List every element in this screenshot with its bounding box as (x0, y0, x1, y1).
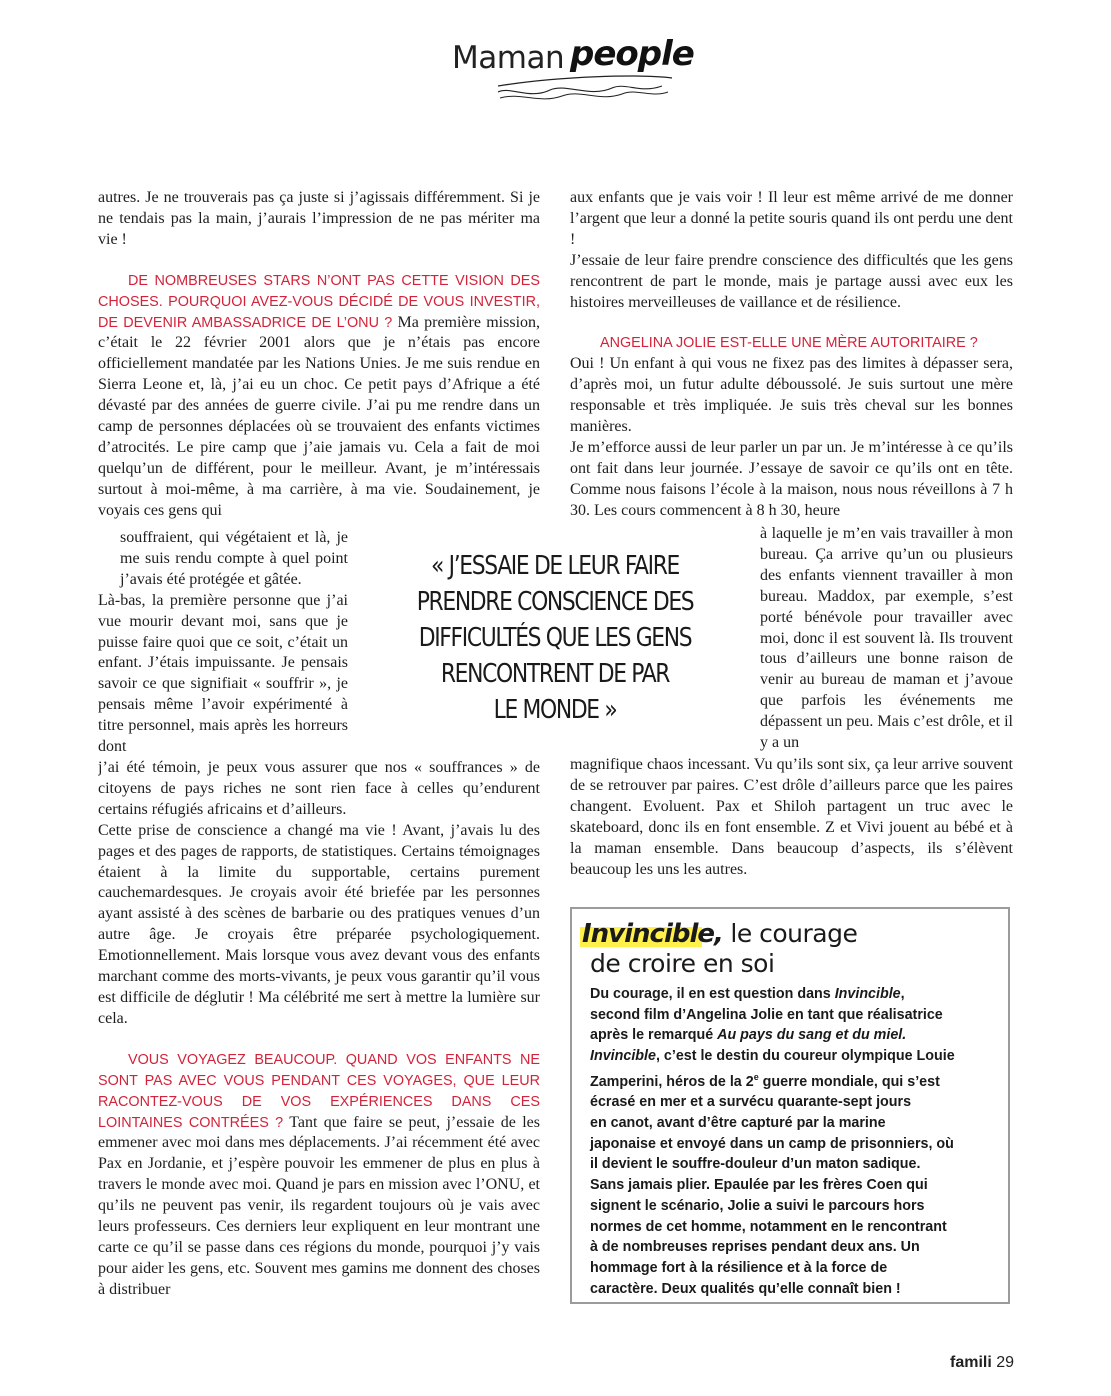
page-folio (950, 1354, 1014, 1372)
question: VOUS VOYAGEZ BEAUCOUP. QUAND VOS ENFANTS NE SONT PAS AVEC VOUS PENDANT CES VOYAGES, QUE LEUR RACONTEZ-VOUS DE VOS EXPÉRIENCES DANS CES LOINTAINES CONTRÉES ? (98, 1051, 540, 1131)
sidebar-box-title (582, 919, 1002, 979)
paragraph: J’essaie de leur faire prendre conscience des difficultés que les gens rencontrent de part le monde, mais je partage aussi avec eux les histoires merveilleuses de vaillance et de résilience. (570, 251, 1013, 311)
right-column-bottom (570, 755, 1013, 885)
paragraph: Oui ! Un enfant à qui vous ne fixez pas des limites à dépasser sera, d’après moi, un futur adulte déboussolé. Je suis surtout une mère responsable et très impliquée. Je suis très cheval sur les bonnes manières. (570, 355, 1013, 436)
left-column-top (98, 188, 540, 528)
question-answer (98, 1050, 540, 1301)
pull-quote (400, 548, 711, 728)
left-column-bottom (98, 758, 540, 1304)
box-title-script: Invincible, (582, 919, 723, 949)
masthead-word: Maman (452, 40, 565, 76)
paragraph: Là-bas, la première personne que j’ai vue mourir devant moi, sans que je puisse faire quoi que ce soit, c’était un enfant. J’étais impuissante. Je pensais savoir ce que signifiait « souffrir », je pensais même l’avoir expérimenté à titre personnel, mais après les horreurs dont (98, 591, 348, 756)
question: ANGELINA JOLIE EST-ELLE UNE MÈRE AUTORITAIRE ? (600, 335, 978, 352)
paragraph: aux enfants que je vais voir ! Il leur est même arrivé de me donner l’argent que leur a donné la petite souris quand ils ont perdu une dent ! (570, 189, 1013, 248)
paragraph: à laquelle je m’en vais travailler à mon bureau. Ça arrive qu’un ou plusieurs des enfants viennent travailler à mon bureau. Maddox, par exemple, s’est porté bénévole pour travailler avec moi, donc il est souvent là. Ils trouvent tous d’ailleurs une bonne raison de venir au bureau de maman et j’avoue que parfois les événements me dépassent un peu. Mais c’est drôle, et il y a un (760, 525, 1013, 752)
box-title-rest: le courage (722, 919, 858, 948)
question: DE NOMBREUSES STARS N’ONT PAS CETTE VISION DES CHOSES. POURQUOI AVEZ-VOUS DÉCIDÉ DE VOUS INVESTIR, DE DEVENIR AMBASSADRICE DE L’ONU ? (98, 272, 540, 331)
section-masthead (440, 28, 694, 106)
paragraph: souffraient, qui végétaient et là, je me suis rendu compte à quel point j’avais été protégée et gâtée. (120, 529, 348, 588)
left-column-wrap (98, 528, 348, 758)
box-title-line2: de croire en soi (590, 949, 775, 978)
masthead-script: people (570, 34, 694, 74)
page-number: 29 (996, 1354, 1015, 1371)
paragraph: magnifique chaos incessant. Vu qu’ils sont six, ça leur arrive souvent de se retrouver par paires. C’est drôle d’ailleurs parce que les paires changent. Evoluent. Pax et Shiloh partagent un truc avec le skateboard, donc ils en font ensemble. Z et Vivi jouent au bébé et à la maman ensemble. Dans beaucoup d’aspects, ils s’élèvent beaucoup les uns les autres. (570, 756, 1013, 878)
paragraph: j’ai été témoin, je peux vous assurer que nos « souffrances » de citoyens de pays riches ne sont rien face à celles qu’endurent certains réfugiés africains et d’ailleurs. (98, 759, 540, 818)
paragraph: autres. Je ne trouverais pas ça juste si j’agissais différemment. Si je ne tendais pas la main, j’aurais l’impression de ne pas mériter ma vie ! (98, 189, 540, 248)
pull-quote-line: LE MONDE » (493, 695, 617, 725)
question-answer (98, 271, 540, 522)
pull-quote-line: DIFFICULTÉS QUE LES GENS (418, 623, 692, 653)
pull-quote-line: « J’ESSAIE DE LEUR FAIRE (430, 551, 680, 581)
pull-quote-line: PRENDRE CONSCIENCE DES (416, 587, 694, 617)
answer: Tant que faire se peut, j’essaie de les emmener avec moi dans mes déplacements. J’ai récemment été avec Pax en Jordanie, et j’espère pouvoir les emmener de plus en plus à travers le monde avec moi. Quand je pars en mission avec l’ONU, et qu’ils ne peuvent pas venir, ils regardent toujours où je vais avec leurs professeurs. Ces derniers leur expliquent en leur montrant une carte ce qu’il se passe dans ces régions du monde, pourquoi j’y vais pour aider les gens, etc. Souvent mes gamins me donnent des choses à distribuer (98, 1113, 540, 1298)
magazine-name: famili (950, 1354, 992, 1371)
right-column-top (570, 188, 1013, 524)
answer: Ma première mission, c’était le 22 février 2001 alors que je n’étais pas encore officiellement mandatée par les Nations Unies. Je me suis rendue en Sierra Leone et, là, j’ai eu un choc. Ce petit pays d’Afrique a été dévasté par des années de guerre civile. J’ai pu me rendre dans un camp de personnes déplacées où se trouvaient des enfants victimes d’atrocités. Le pire camp que j’aie jamais vu. Cela a fait de moi quelqu’un de différent, pour le meilleur. Avant, je m’intéressais surtout à moi-même, à ma carrière, à ma vie. Soudainement, je voyais ces gens qui (98, 313, 540, 519)
sidebar-box-body: Du courage, il en est question dans Invincible, second film d’Angelina Jolie en tant que réalisatrice après le remarqué Au pays du sang et du miel. Invincible, c’est le destin du coureur olympique Louie Zamperini, héros de la 2e guerre mondiale, qui s’est écrasé en mer et a survécu quarante-sept jours en canot, avant d’être capturé par la marine japonaise et envoyé dans un camp de prisonniers, où il devient le souffre-douleur d’un maton sadique. Sans jamais plier. Epaulée par les frères Coen qui signent le scénario, Jolie a suivi le parcours hors normes de cet homme, notamment en le rencontrant à de nombreuses reprises pendant deux ans. Un hommage fort à la résilience et à la force de caractère. Deux qualités qu’elle connaît bien ! (590, 986, 955, 1297)
paragraph: Je m’efforce aussi de leur parler un par un. Je m’intéresse à ce qu’ils ont fait dans leur journée. J’essaye de savoir ce qu’ils ont en tête. Comme nous faisons l’école à la maison, nous nous réveillons à 7 h 30. Les cours commencent à 8 h 30, heure (570, 438, 1013, 519)
pull-quote-line: RENCONTRENT DE PAR (440, 659, 670, 689)
right-column-wrap (760, 524, 1013, 755)
paragraph: Cette prise de conscience a changé ma vie ! Avant, j’avais lu des pages et des pages de rapports, de statistiques. Certains témoignages étaient à la limite du supportable, certains purement cauchemardesques. Je croyais avoir été briefée par les personnes ayant assisté à des scènes de barbarie ou des pratiques venues d’un autre âge. Je croyais être préparée psychologiquement. Emotionnellement. Mais lorsque vous avez devant vous des enfants marchant comme des morts-vivants, je peux vous garantir qu’il vous est difficile de déglutir ! Ma célébrité me sert à mettre la lumière sur cela. (98, 821, 540, 1027)
